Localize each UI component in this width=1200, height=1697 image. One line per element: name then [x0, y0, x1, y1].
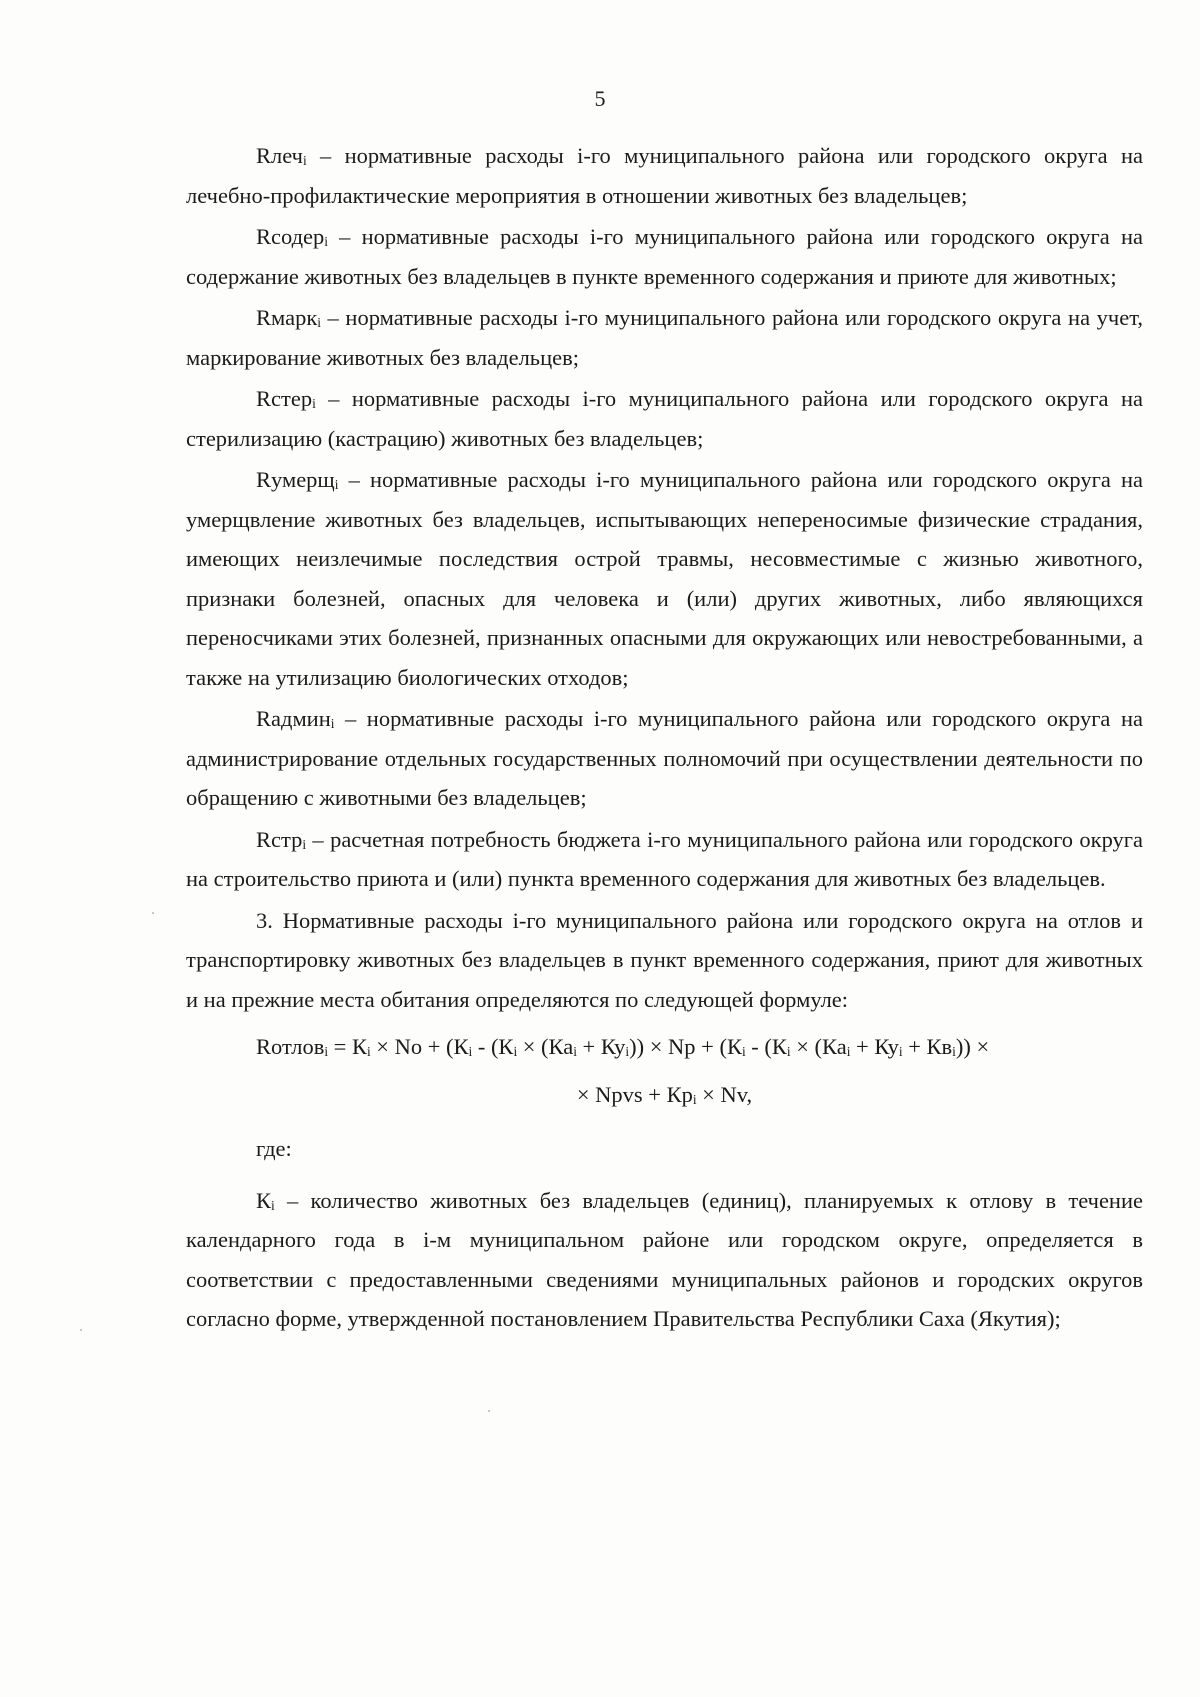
- paragraph-rster: Rстерᵢ – нормативные расходы i-го муниципального района или городского округа на стерилизацию (кастрацию) животных без владельцев;: [186, 386, 1143, 451]
- page-number: 5: [594, 86, 606, 111]
- scan-speck: [152, 912, 154, 914]
- scan-speck: [80, 1329, 82, 1331]
- paragraph-rlech: Rлечᵢ – нормативные расходы i-го муниципального района или городского округа на лечебно-профилактические мероприятия в отношении животных без владельцев;: [186, 143, 1143, 208]
- document-body: [186, 136, 1143, 1341]
- paragraph-radmin: Rадминᵢ – нормативные расходы i-го муниципального района или городского округа на администрирование отдельных государственных полномочий при осуществлении деятельности по обращению с животными без владельцев;: [186, 706, 1143, 810]
- paragraph-section-3: 3. Нормативные расходы i-го муниципального района или городского округа на отлов и транспортировку животных без владельцев в пункт временного содержания, приют для животных и на прежние места обитания определяются по следующей формуле:: [186, 907, 1143, 1012]
- paragraph-rumersch: Rумерщᵢ – нормативные расходы i-го муниципального района или городского округа на умерщвление животных без владельцев, испытывающих непереносимые физические страдания, имеющих неизлечимые последствия острой травмы, несовместимые с жизнью животного, признаки болезней, опасных для человека и (или) других животных, либо являющихся переносчиками этих болезней, признанных опасными для окружающих или невостребованными, а также на утилизацию биологических отходов;: [186, 467, 1143, 690]
- formula-line-2: × Npvs + Крᵢ × Nv,: [576, 1082, 753, 1107]
- scan-speck: [488, 1410, 490, 1412]
- paragraph-rsoder: Rсодерᵢ – нормативные расходы i-го муниципального района или городского округа на содержание животных без владельцев в пункте временного содержания и приюте для животных;: [186, 224, 1143, 289]
- formula-line-1: Rотловᵢ = Кᵢ × No + (Кᵢ - (Кᵢ × (Каᵢ + Куᵢ)) × Np + (Кᵢ - (Кᵢ × (Каᵢ + Куᵢ + Квᵢ)) ×: [256, 1034, 990, 1059]
- paragraph-rstr: Rстрᵢ – расчетная потребность бюджета i-го муниципального района или городского округа на строительство приюта и (или) пункта временного содержания для животных без владельцев.: [186, 826, 1143, 891]
- definition-ki: Кᵢ – количество животных без владельцев (единиц), планируемых к отлову в течение календарного года в i-м муниципальном районе или городском округе, определяется в соответствии с предоставленными сведениями муниципальных районов и городских округов согласно форме, утвержденной постановлением Правительства Республики Саха (Якутия);: [186, 1187, 1143, 1331]
- where-label: где:: [256, 1136, 292, 1161]
- paragraph-rmark: Rмаркᵢ – нормативные расходы i-го муниципального района или городского округа на учет, маркирование животных без владельцев;: [186, 305, 1143, 370]
